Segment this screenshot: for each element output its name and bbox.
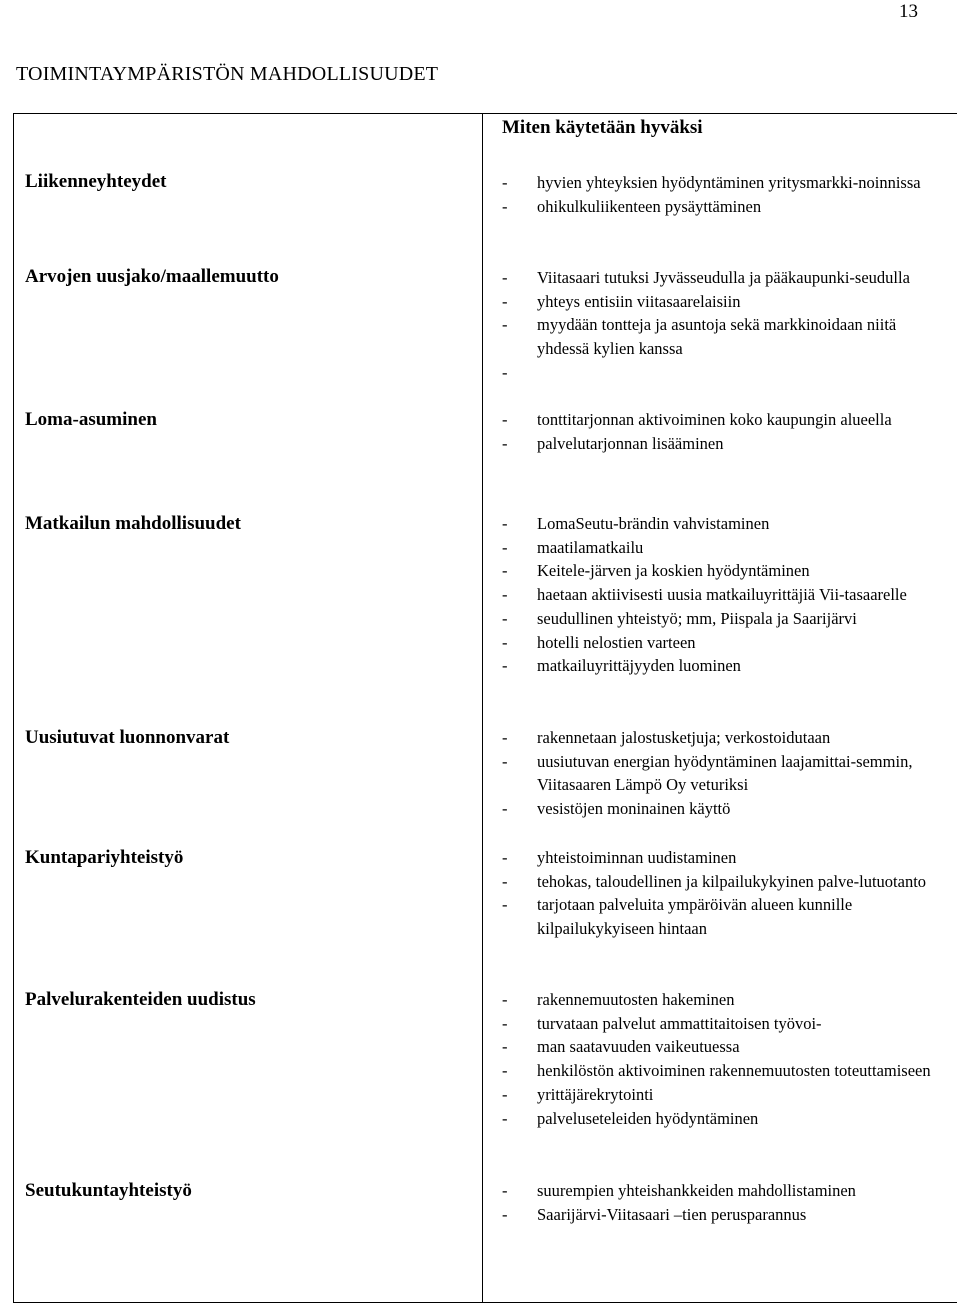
item-list-arvojen-uusjako	[502, 266, 922, 385]
list-item-text: yhteys entisiin viitasaarelaisiin	[537, 291, 741, 311]
list-item	[502, 1179, 942, 1203]
item-list-kuntapariyhteistyo	[502, 846, 942, 941]
list-item	[502, 313, 922, 360]
list-item	[502, 654, 932, 678]
list-item-text: hyvien yhteyksien hyödyntäminen yritysmarkki-noinnissa	[537, 173, 921, 192]
list-item-text: rakennetaan jalostusketjuja; verkostoidutaan	[537, 728, 831, 747]
list-item-text: ohikulkuliikenteen pysäyttäminen	[537, 196, 762, 216]
list-item	[502, 195, 932, 219]
item-list-palvelurakenteiden-uudistus	[502, 988, 932, 1130]
list-item-text: turvataan palvelut ammattitaitoisen työvoi-	[537, 1013, 822, 1033]
list-item	[502, 432, 922, 456]
item-list-liikenneyhteydet	[502, 171, 932, 218]
list-item-text: myydään tontteja ja asuntoja sekä markkinoidaan niitä yhdessä kylien kanssa	[537, 315, 897, 359]
list-item	[502, 870, 942, 894]
bullet-dash: -	[502, 1204, 508, 1224]
bullet-dash: -	[502, 895, 508, 915]
list-item	[502, 893, 942, 940]
bullet-dash: -	[502, 410, 508, 429]
page-number: 13	[899, 1, 918, 22]
row-label-matkailun-mahdollisuudet: Matkailun mahdollisuudet	[25, 513, 241, 534]
bullet-dash: -	[502, 728, 508, 747]
bullet-dash: -	[502, 1061, 508, 1081]
item-list-uusiutuvat-luonnonvarat	[502, 726, 942, 821]
list-item	[502, 1203, 942, 1227]
bullet-dash: -	[502, 799, 508, 819]
column-header: Miten käytetään hyväksi	[502, 117, 703, 138]
list-item	[502, 408, 922, 432]
list-item-text: suurempien yhteishankkeiden mahdollistaminen	[537, 1181, 856, 1200]
row-label-palvelurakenteiden-uudistus: Palvelurakenteiden uudistus	[25, 989, 256, 1010]
row-label-seutukuntayhteistyo: Seutukuntayhteistyö	[25, 1180, 192, 1201]
bullet-dash: -	[502, 362, 508, 382]
list-item-text: hotelli nelostien varteen	[537, 632, 696, 652]
list-item	[502, 797, 942, 821]
list-item	[502, 266, 922, 290]
bullet-dash: -	[502, 173, 508, 192]
bullet-dash: -	[502, 1181, 508, 1200]
list-item	[502, 171, 932, 195]
list-item-text: palveluseteleiden hyödyntäminen	[537, 1108, 759, 1128]
list-item	[502, 988, 932, 1012]
row-label-arvojen-uusjako: Arvojen uusjako/maallemuutto	[25, 266, 279, 287]
bullet-dash: -	[502, 433, 508, 453]
page-title: TOIMINTAYMPÄRISTÖN MAHDOLLISUUDET	[16, 63, 439, 85]
column-divider	[482, 113, 483, 1303]
list-item-text: man saatavuuden vaikeutuessa	[537, 1037, 740, 1057]
list-item-text: uusiutuvan energian hyödyntäminen laajamittai-semmin, Viitasaaren Lämpö Oy veturiksi	[537, 751, 913, 795]
list-item	[502, 559, 932, 583]
list-item	[502, 846, 942, 870]
list-item	[502, 1059, 932, 1083]
bullet-dash: -	[502, 537, 508, 557]
bullet-dash: -	[502, 656, 508, 676]
list-item-text: tonttitarjonnan aktivoiminen koko kaupungin alueella	[537, 410, 892, 429]
bullet-dash: -	[502, 1084, 508, 1104]
list-item-text: maatilamatkailu	[537, 537, 644, 557]
bullet-dash: -	[502, 585, 508, 605]
list-item	[502, 607, 932, 631]
bullet-dash: -	[502, 1037, 508, 1057]
bullet-dash: -	[502, 632, 508, 652]
list-item-text: Keitele-järven ja koskien hyödyntäminen	[537, 561, 810, 581]
bullet-dash: -	[502, 990, 508, 1009]
list-item-text: Viitasaari tutuksi Jyvässeudulla ja pääkaupunki-seudulla	[537, 268, 910, 287]
list-item-text: tehokas, taloudellinen ja kilpailukykyinen palve-lutuotanto	[537, 871, 927, 891]
bullet-dash: -	[502, 561, 508, 581]
list-item	[502, 1035, 932, 1059]
list-item	[502, 361, 922, 385]
item-list-matkailun-mahdollisuudet	[502, 512, 932, 678]
row-label-kuntapariyhteistyo: Kuntapariyhteistyö	[25, 847, 184, 868]
list-item	[502, 750, 942, 797]
list-item	[502, 1083, 932, 1107]
list-item	[502, 290, 922, 314]
list-item-text: haetaan aktiivisesti uusia matkailuyrittäjiä Vii-tasaarelle	[537, 585, 907, 605]
row-label-uusiutuvat-luonnonvarat: Uusiutuvat luonnonvarat	[25, 727, 230, 748]
list-item-text: LomaSeutu-brändin vahvistaminen	[537, 514, 770, 533]
bullet-dash: -	[502, 751, 508, 771]
list-item	[502, 1012, 932, 1036]
bullet-dash: -	[502, 1013, 508, 1033]
bullet-dash: -	[502, 848, 508, 867]
item-list-loma-asuminen	[502, 408, 922, 455]
list-item-text: vesistöjen moninainen käyttö	[537, 799, 731, 819]
list-item-text: yrittäjärekrytointi	[537, 1084, 654, 1104]
bullet-dash: -	[502, 196, 508, 216]
list-item-text: yhteistoiminnan uudistaminen	[537, 848, 737, 867]
bullet-dash: -	[502, 315, 508, 335]
bullet-dash: -	[502, 268, 508, 287]
list-item-text: seudullinen yhteistyö; mm, Piispala ja Saarijärvi	[537, 608, 857, 628]
bullet-dash: -	[502, 291, 508, 311]
bullet-dash: -	[502, 608, 508, 628]
list-item	[502, 1107, 932, 1131]
item-list-seutukuntayhteistyo	[502, 1179, 942, 1226]
list-item	[502, 726, 942, 750]
list-item-text: rakennemuutosten hakeminen	[537, 990, 735, 1009]
list-item	[502, 583, 932, 607]
row-label-liikenneyhteydet: Liikenneyhteydet	[25, 171, 167, 192]
list-item-text: henkilöstön aktivoiminen rakennemuutosten toteuttamiseen	[537, 1061, 931, 1081]
list-item	[502, 536, 932, 560]
list-item	[502, 512, 932, 536]
row-label-loma-asuminen: Loma-asuminen	[25, 409, 157, 430]
bullet-dash: -	[502, 1108, 508, 1128]
list-item	[502, 631, 932, 655]
list-item-text: palvelutarjonnan lisääminen	[537, 433, 724, 453]
list-item-text: Saarijärvi-Viitasaari –tien perusparannus	[537, 1204, 807, 1224]
bullet-dash: -	[502, 871, 508, 891]
list-item-text: matkailuyrittäjyyden luominen	[537, 656, 741, 676]
bullet-dash: -	[502, 514, 508, 533]
list-item-text: tarjotaan palveluita ympäröivän alueen kunnille kilpailukykyiseen hintaan	[537, 895, 853, 939]
